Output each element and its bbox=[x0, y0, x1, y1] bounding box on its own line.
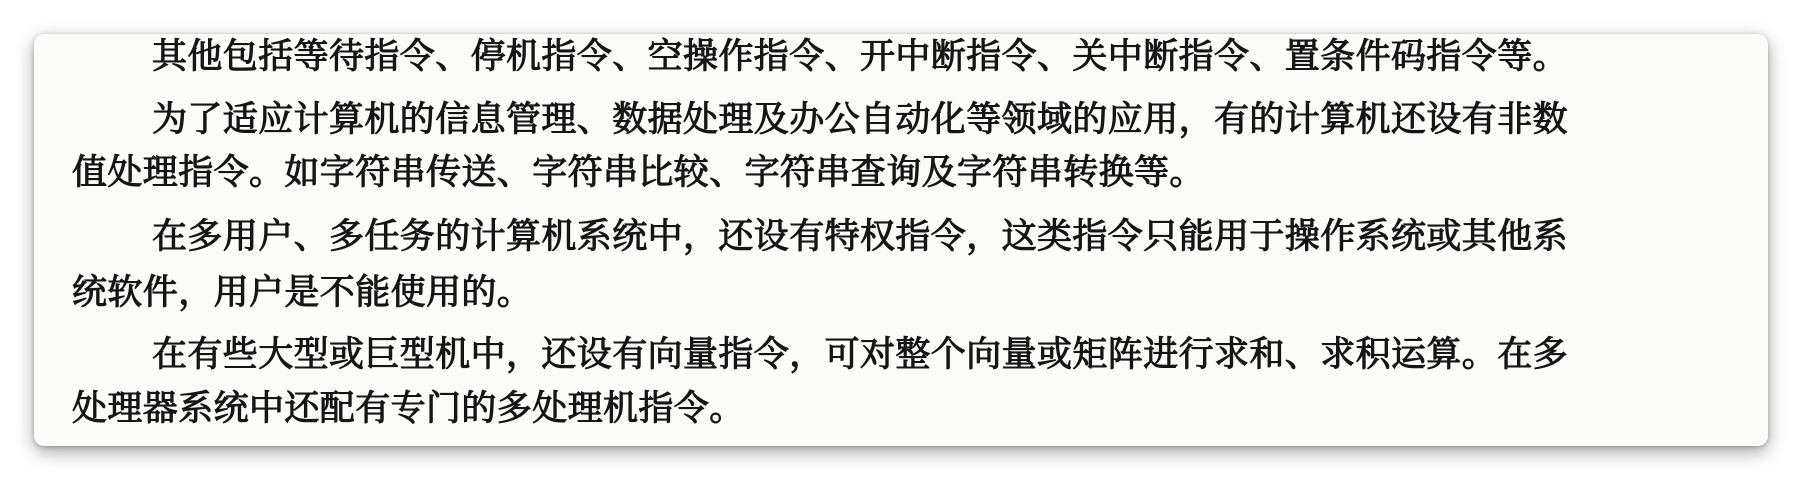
text-line-3: 值处理指令。如字符串传送、字符串比较、字符串查询及字符串转换等。 bbox=[72, 152, 1205, 193]
text-line-1: 其他包括等待指令、停机指令、空操作指令、开中断指令、关中断指令、置条件码指令等。 bbox=[152, 36, 1569, 77]
text-line-2: 为了适应计算机的信息管理、数据处理及办公自动化等领域的应用，有的计算机还设有非数 bbox=[152, 99, 1569, 140]
text-line-4: 在多用户、多任务的计算机系统中，还设有特权指令，这类指令只能用于操作系统或其他系 bbox=[152, 216, 1569, 257]
text-line-7: 处理器系统中还配有专门的多处理机指令。 bbox=[72, 388, 745, 429]
text-line-6: 在有些大型或巨型机中，还设有向量指令，可对整个向量或矩阵进行求和、求积运算。在多 bbox=[152, 334, 1569, 375]
scanned-page bbox=[34, 34, 1768, 446]
text-line-5: 统软件，用户是不能使用的。 bbox=[72, 272, 533, 313]
